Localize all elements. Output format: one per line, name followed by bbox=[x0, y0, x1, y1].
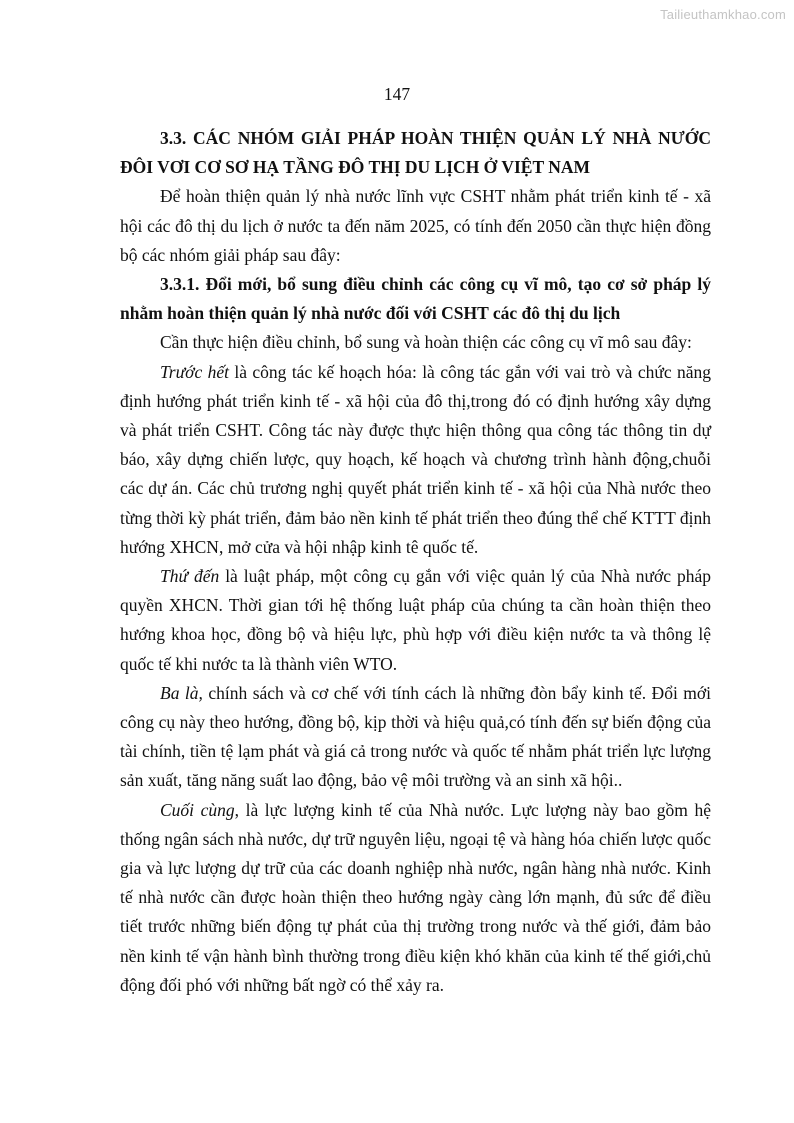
page-number: 147 bbox=[383, 84, 411, 104]
paragraph-text: chính sách và cơ chế với tính cách là những đòn bẩy kinh tế. Đổi mới công cụ này theo hướng, đồng bộ, kịp thời và hiệu quả,có tính đến sự biến động của tài chính, tiền tệ lạm phát và giá cả trong nước và quốc tế nhằm phát triển lực lượng sản xuất, tăng năng suất lao động, bảo vệ môi trường và an sinh xã hội.. bbox=[120, 682, 711, 791]
watermark: Tailieuthamkhao.com bbox=[660, 7, 786, 22]
paragraph-lead: Ba là, bbox=[160, 682, 203, 703]
paragraph-planning bbox=[120, 358, 711, 562]
subsection-heading: 3.3.1. Đổi mới, bổ sung điều chỉnh các công cụ vĩ mô, tạo cơ sở pháp lý nhằm hoàn thiện quản lý nhà nước đối với CSHT các đô thị du lịch bbox=[120, 274, 711, 324]
section-heading: 3.3. CÁC NHÓM GIẢI PHÁP HOÀN THIỆN QUẢN LÝ NHÀ NƯỚC ĐÔI VƠI CƠ SƠ HẠ TẦNG ĐÔ THỊ DU LỊCH Ở VIỆT NAM bbox=[120, 128, 711, 178]
paragraph-state-economy bbox=[120, 796, 711, 1000]
paragraph-lead: Cuối cùng bbox=[160, 799, 235, 820]
paragraph-text: , là lực lượng kinh tế của Nhà nước. Lực lượng này bao gồm hệ thống ngân sách nhà nước, dự trữ nguyên liệu, ngoại tệ và hàng hóa chiến lược quốc gia và lực lượng dự trữ của các doanh nghiệp nhà nước, ngân hàng nhà nước. Kinh tế nhà nước cần được hoàn thiện theo hướng ngày càng lớn mạnh, đủ sức để điều tiết trước những biến động tự phát của thị trường trong nước và thế giới, đảm bảo nền kinh tế vận hành bình thường trong điều kiện khó khăn của kinh tế thế giới,chủ động đối phó với những bất ngờ có thể xảy ra. bbox=[120, 799, 712, 995]
paragraph-policy bbox=[120, 679, 711, 796]
paragraph-law bbox=[120, 562, 711, 679]
intro-paragraph: Để hoàn thiện quản lý nhà nước lĩnh vực CSHT nhằm phát triển kinh tế - xã hội các đô thị du lịch ở nước ta đến năm 2025, có tính đến 2050 cần thực hiện đồng bộ các nhóm giải pháp sau đây: bbox=[120, 186, 711, 265]
page-body bbox=[120, 124, 711, 1000]
paragraph-text: là luật pháp, một công cụ gắn với việc quản lý của Nhà nước pháp quyền XHCN. Thời gian tới hệ thống luật pháp của chúng ta cần hoàn thiện theo hướng khoa học, đồng bộ và hiệu lực, phù hợp với điều kiện nước ta và thông lệ quốc tế khi nước ta là thành viên WTO. bbox=[120, 566, 712, 674]
paragraph-lead: Thứ đến bbox=[160, 566, 220, 587]
paragraph-text: là công tác kế hoạch hóa: là công tác gắn với vai trò và chức năng định hướng phát triển kinh tế - xã hội của đô thị,trong đó có định hướng xây dựng và phát triển CSHT. Công tác này được thực hiện thông qua công tác thông tin dự báo, xây dựng chiến lược, quy hoạch, kế hoạch và chương trình hành động,chuỗi các dự án. Các chủ trương nghị quyết phát triển kinh tế - xã hội của Nhà nước theo từng thời kỳ phát triển, đảm bảo nền kinh tế phát triển theo đúng thể chế KTTT định hướng XHCN, mở cửa và hội nhập kinh tê quốc tế. bbox=[120, 361, 711, 557]
subsection-intro: Cần thực hiện điều chỉnh, bổ sung và hoàn thiện các công cụ vĩ mô sau đây: bbox=[160, 332, 692, 353]
paragraph-lead: Trước hết bbox=[160, 361, 229, 382]
